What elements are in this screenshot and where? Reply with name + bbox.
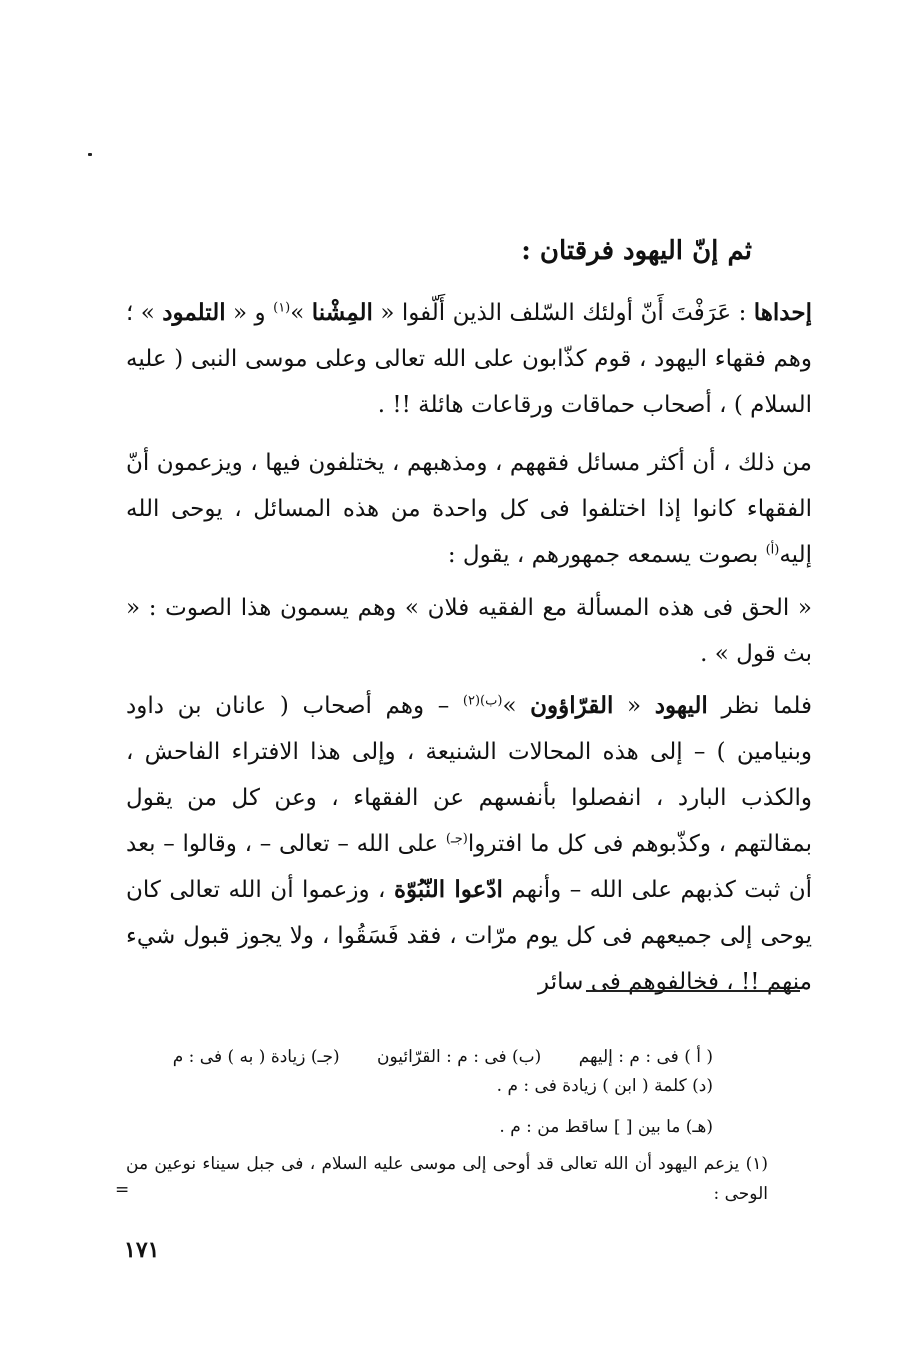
term-qarraun: القرّاؤون	[530, 692, 614, 719]
p2-text-b: بصوت يسمعه جمهورهم ، يقول :	[447, 542, 766, 568]
footnote-1: (١) يزعم اليهود أن الله تعالى قد أوحى إلى موسى عليه السلام ، فى جبل سيناء نوعين من الوحى :	[126, 1154, 768, 1204]
paragraph-4	[126, 683, 812, 1005]
p4-text-e: على الله – تعالى – ، وقالوا – بعد أن ثبت كذبهم على الله – وأنهم	[126, 831, 812, 903]
term-prophecy-claim: ادّعوا النّبُوّة	[393, 876, 503, 903]
p4-text-b: «	[613, 693, 655, 719]
term-yahud: اليهود	[654, 692, 708, 719]
p4-text-c: »	[502, 693, 531, 719]
p2-text-a: من ذلك ، أن أكثر مسائل فقههم ، ومذهبهم ، يختلفون فيها ، ويزعمون أنّ الفقهاء كانوا إذا اختلفوا فى كل واحدة من هذه المسائل ، يوحى الله إليه	[126, 450, 812, 568]
p1-text-c: و «	[225, 300, 274, 326]
footnote-ref-1: (١)	[273, 300, 291, 316]
p1-text-d: » ؛ وهم فقهاء اليهود ، قوم كذّابون على الله تعالى وعلى موسى النبى ( عليه السلام ) ، أصحاب حماقات ورقاعات هائلة !! .	[126, 300, 812, 418]
p4-text-f: ، وزعموا أن الله تعالى كان يوحى إلى جميعهم فى كل يوم مرّات ، فقد فَسَقُوا ، ولا يجوز قبول شيء منهم !! ، فخالفوهم فى سائر	[126, 877, 812, 995]
p3-text: « الحق فى هذه المسألة مع الفقيه فلان » وهم يسمون هذا الصوت : « بث قول » .	[126, 595, 812, 667]
variant-notes-line-1	[113, 1043, 713, 1071]
p4-text-d: – وهم أصحاب ( عانان بن داود وبنيامين ) – إلى هذه المحالات الشنيعة ، وإلى هذا الافتراء الفاحش ، والكذب البارد ، انفصلوا بأنفسهم عن الفقهاء ، وعن كل من يقول بمقالتهم ، وكذّبوهم فى كل ما افتروا	[126, 693, 812, 857]
variant-note-b: (ب) فى : م : القرّائيون	[377, 1047, 542, 1067]
p1-text-b: »	[290, 300, 312, 326]
lead-word: إحداها	[753, 299, 812, 326]
section-heading: ثم إنّ اليهود فرقتان :	[521, 236, 752, 266]
paragraph-3	[126, 585, 812, 677]
term-talmud: التلمود	[162, 299, 226, 326]
variant-ref-a: (أ)	[765, 542, 780, 558]
variant-note-c: (جـ) زيادة ( به ) فى : م	[172, 1047, 340, 1067]
stray-dot	[88, 153, 92, 156]
term-mishna: المِشْنا	[311, 299, 373, 326]
variant-note-e: (هـ) ما بين [ ] ساقط من : م .	[499, 1117, 713, 1137]
variant-ref-b: (ب)(٢)	[462, 693, 503, 709]
variant-ref-c: (جـ)	[445, 831, 468, 847]
p4-text-a: فلما نظر	[707, 693, 812, 719]
paragraph-2	[126, 440, 812, 578]
page-number: ١٧١	[124, 1237, 160, 1263]
variant-note-d: (د) كلمة ( ابن ) زيادة فى : م .	[496, 1076, 713, 1096]
variant-note-a: ( أ ) فى : م : إليهم	[578, 1047, 713, 1067]
footnote-separator	[586, 990, 800, 992]
paragraph-1	[126, 290, 812, 428]
continuation-mark: =	[115, 1180, 130, 1200]
p1-text-a: : عَرَفْتَ أَنّ أولئك السّلف الذين أَلّفوا «	[372, 300, 754, 326]
